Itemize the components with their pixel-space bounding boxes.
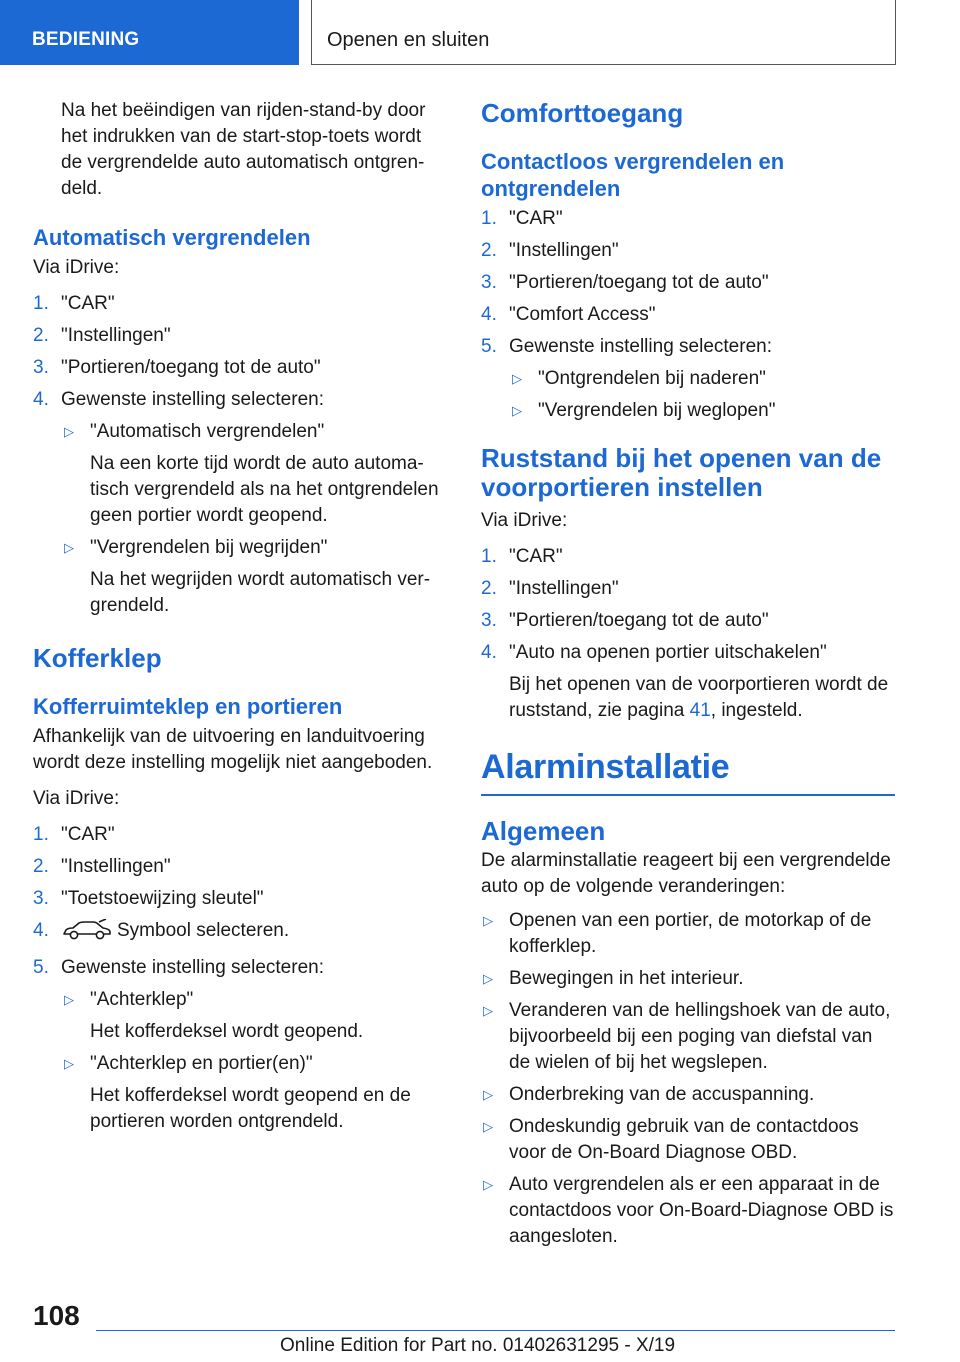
- option-item: ▷ "Vergrendelen bij weglopen": [509, 398, 895, 424]
- triangle-bullet-icon: ▷: [512, 403, 522, 418]
- auto-lock-via: Via iDrive:: [33, 257, 120, 278]
- alarm-chapter-title: Alarminstallatie: [481, 748, 730, 786]
- auto-lock-steps: [33, 291, 443, 619]
- auto-lock-options: [61, 419, 443, 619]
- list-item: 1. "CAR": [33, 293, 115, 314]
- list-item: 5. Gewenste instelling selecteren: ▷ "Ontgrendelen bij naderen" ▷ "Vergrendelen bij weglopen": [481, 334, 895, 424]
- list-item: 2. "Instellingen": [481, 240, 619, 261]
- car-icon: [61, 919, 113, 949]
- option-item: ▷ "Automatisch vergrendelen" Na een korte tijd wordt de auto automa-tisch vergrendeld als na het ontgrendelen geen portier wordt geopend.: [64, 421, 439, 526]
- comfort-options: [509, 366, 895, 424]
- triangle-bullet-icon: ▷: [483, 1177, 493, 1192]
- triangle-bullet-icon: ▷: [64, 1056, 74, 1071]
- list-item: ▷ Onderbreking van de accuspanning.: [481, 1082, 895, 1108]
- alarm-bullets: [481, 908, 895, 1250]
- header-chapter-title: Openen en sluiten: [311, 0, 896, 65]
- list-item: 4. Symbool selecteren.: [33, 918, 443, 949]
- right-column: [481, 98, 895, 1256]
- list-item: 4. "Auto na openen portier uitschakelen" Bij het openen van de voorportieren wordt de ruststand, zie pagina 41, ingesteld.: [481, 640, 895, 724]
- page-reference-link[interactable]: 41: [689, 700, 711, 721]
- triangle-bullet-icon: ▷: [512, 371, 522, 386]
- footer-divider: [96, 1330, 895, 1331]
- idle-steps: [481, 544, 895, 724]
- triangle-bullet-icon: ▷: [483, 913, 493, 928]
- intro-paragraph: Na het beëindigen van rijden-stand-by door het indrukken van de start-stop-toets wordt de vergrendelde auto automatisch ontgren-deld.: [61, 100, 426, 199]
- list-item: ▷ Openen van een portier, de motorkap of de kofferklep.: [483, 910, 872, 957]
- triangle-bullet-icon: ▷: [64, 540, 74, 555]
- list-item: 2. "Instellingen": [33, 856, 171, 877]
- left-column: [33, 98, 443, 1141]
- triangle-bullet-icon: ▷: [64, 424, 74, 439]
- triangle-bullet-icon: ▷: [64, 992, 74, 1007]
- trunk-heading: Kofferklep: [33, 643, 162, 673]
- trunk-paragraph: Afhankelijk van de uitvoering en landuitvoering wordt deze instelling mogelijk niet aangeboden.: [33, 726, 433, 773]
- list-item: 1. "CAR": [481, 546, 563, 567]
- triangle-bullet-icon: ▷: [483, 1003, 493, 1018]
- auto-lock-heading: Automatisch vergrendelen: [33, 225, 311, 250]
- comfort-steps: [481, 206, 895, 424]
- list-item: ▷ Auto vergrendelen als er een apparaat in de contactdoos voor On-Board-Diagnose OBD is aangesloten.: [483, 1174, 894, 1247]
- trunk-steps: [33, 822, 443, 1135]
- list-item: 4. Gewenste instelling selecteren: ▷ "Automatisch vergrendelen" Na een korte tijd wordt de auto automa-tisch vergrendeld als na het ontgrendelen geen portier wordt geopend. ▷ "Vergrendelen bij wegrijden" Na het wegrijden wordt automatisch ver-grendeld.: [33, 387, 443, 619]
- alarm-general-heading: Algemeen: [481, 816, 606, 846]
- triangle-bullet-icon: ▷: [483, 1087, 493, 1102]
- chapter-divider: [481, 794, 895, 796]
- trunk-options: [61, 987, 443, 1135]
- footer-edition: Online Edition for Part no. 01402631295 - X/19: [280, 1335, 676, 1356]
- option-item: ▷ "Ontgrendelen bij naderen": [509, 366, 895, 392]
- list-item: 2. "Instellingen": [33, 325, 171, 346]
- list-item: ▷ Veranderen van de hellingshoek van de auto, bijvoorbeeld bij een poging van diefstal van de wielen of bij het wegslepen.: [483, 1000, 891, 1073]
- list-item: ▷ Ondeskundig gebruik van de contactdoos voor de On-Board Diagnose OBD.: [483, 1116, 859, 1163]
- option-item: ▷ "Achterklep en portier(en)" Het kofferdeksel wordt geopend en de portieren worden ontgrendeld.: [64, 1053, 411, 1132]
- list-item: 5. Gewenste instelling selecteren: ▷ "Achterklep" Het kofferdeksel wordt geopend. ▷ "Achterklep en portier(en)" Het kofferdeksel wordt geopend en de portieren worden ontgrendeld.: [33, 955, 443, 1135]
- trunk-subheading: Kofferruimteklep en portieren: [33, 694, 343, 719]
- list-item: 3. "Toetstoewijzing sleutel": [33, 888, 264, 909]
- triangle-bullet-icon: ▷: [483, 971, 493, 986]
- idle-step-description: Bij het openen van de voorportieren wordt de ruststand, zie pagina 41, ingesteld.: [509, 674, 889, 721]
- comfort-heading: Comforttoegang: [481, 98, 684, 128]
- list-item: 4. "Comfort Access": [481, 304, 656, 325]
- comfort-subheading: Contactloos vergrendelen en ontgrendelen: [481, 149, 785, 201]
- list-item: 1. "CAR": [33, 824, 115, 845]
- list-item: 1. "CAR": [481, 208, 563, 229]
- header-section-tab: BEDIENING: [0, 0, 299, 65]
- idle-heading: Ruststand bij het openen van de voorportieren instellen: [481, 443, 882, 502]
- page-number: 108: [33, 1300, 80, 1331]
- triangle-bullet-icon: ▷: [483, 1119, 493, 1134]
- option-item: ▷ "Vergrendelen bij wegrijden" Na het wegrijden wordt automatisch ver-grendeld.: [64, 537, 431, 616]
- list-item: 2. "Instellingen": [481, 578, 619, 599]
- alarm-paragraph: De alarminstallatie reageert bij een vergrendelde auto op de volgende veranderingen:: [481, 850, 891, 897]
- option-item: ▷ "Achterklep" Het kofferdeksel wordt geopend.: [64, 989, 364, 1042]
- list-item: ▷ Bewegingen in het interieur.: [481, 966, 895, 992]
- list-item: 3. "Portieren/toegang tot de auto": [481, 272, 769, 293]
- list-item: 3. "Portieren/toegang tot de auto": [33, 357, 321, 378]
- list-item: 3. "Portieren/toegang tot de auto": [481, 610, 769, 631]
- trunk-via: Via iDrive:: [33, 788, 120, 809]
- idle-via: Via iDrive:: [481, 510, 568, 531]
